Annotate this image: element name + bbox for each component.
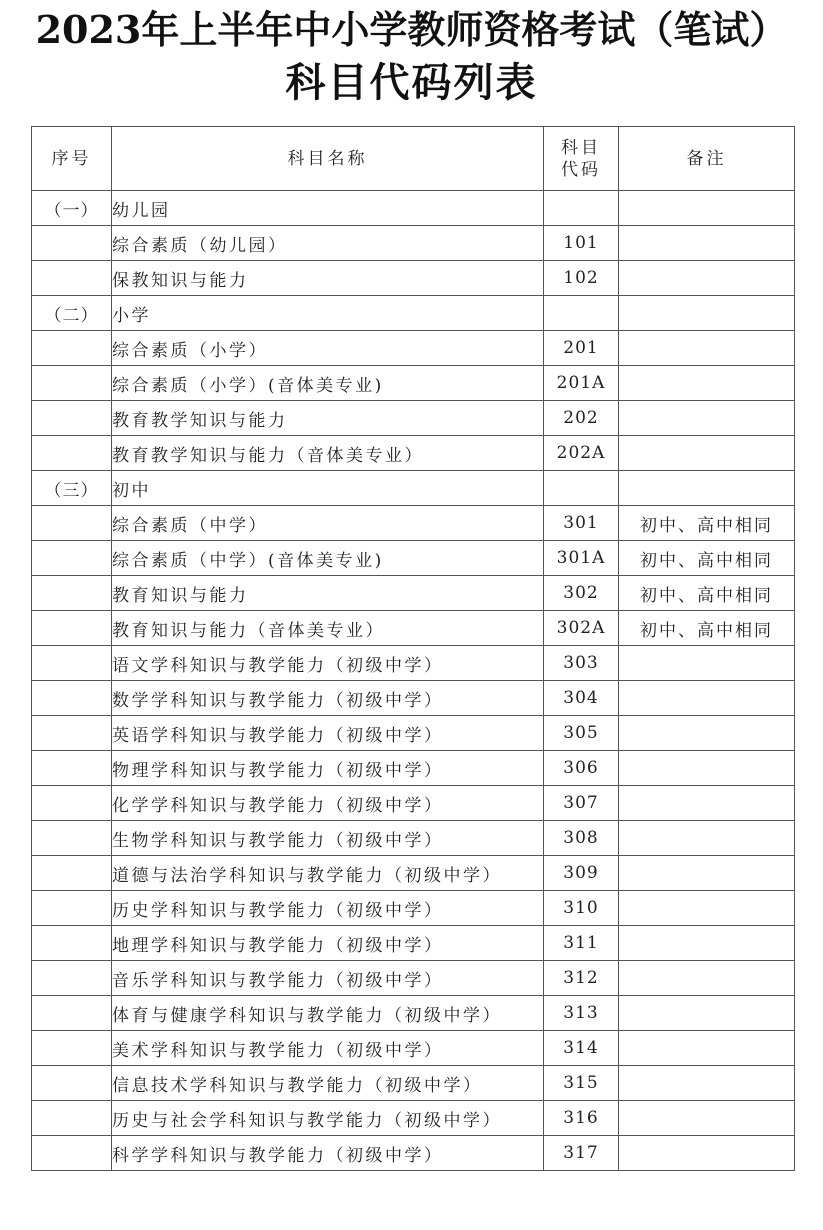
row-subject-name-cell: 化学学科知识与教学能力（初级中学） bbox=[112, 786, 544, 821]
row-seq-cell: （二） bbox=[32, 296, 112, 331]
table-row bbox=[32, 1101, 795, 1136]
table-row bbox=[32, 961, 795, 996]
table-row bbox=[32, 821, 795, 856]
row-subject-name-cell: 道德与法治学科知识与教学能力（初级中学） bbox=[112, 856, 544, 891]
table-row bbox=[32, 926, 795, 961]
row-subject-code-cell: 311 bbox=[544, 926, 619, 961]
row-subject-code-cell: 317 bbox=[544, 1136, 619, 1171]
table-row bbox=[32, 1066, 795, 1101]
row-subject-name-cell: 教育教学知识与能力 bbox=[112, 401, 544, 436]
row-seq-cell bbox=[32, 716, 112, 751]
row-seq-cell: （一） bbox=[32, 191, 112, 226]
row-note-cell bbox=[619, 471, 795, 506]
row-subject-name-cell: 综合素质（中学） bbox=[112, 506, 544, 541]
row-subject-code-cell: 202A bbox=[544, 436, 619, 471]
row-note-cell: 初中、高中相同 bbox=[619, 611, 795, 646]
table-row bbox=[32, 716, 795, 751]
row-subject-code-cell: 301 bbox=[544, 506, 619, 541]
header-subject-code bbox=[544, 127, 619, 191]
row-subject-code-cell: 312 bbox=[544, 961, 619, 996]
row-subject-code-cell: 301A bbox=[544, 541, 619, 576]
table-row bbox=[32, 786, 795, 821]
row-seq-cell bbox=[32, 611, 112, 646]
row-note-cell bbox=[619, 856, 795, 891]
row-seq-cell bbox=[32, 436, 112, 471]
row-seq-cell: （三） bbox=[32, 471, 112, 506]
row-subject-name-cell: 综合素质（小学）(音体美专业) bbox=[112, 366, 544, 401]
row-subject-name-cell: 地理学科知识与教学能力（初级中学） bbox=[112, 926, 544, 961]
table-row bbox=[32, 471, 795, 506]
row-subject-name-cell: 初中 bbox=[112, 471, 544, 506]
row-note-cell bbox=[619, 1031, 795, 1066]
row-seq-cell bbox=[32, 401, 112, 436]
row-seq-cell bbox=[32, 891, 112, 926]
table-row bbox=[32, 996, 795, 1031]
row-seq-cell bbox=[32, 681, 112, 716]
row-subject-name-cell: 历史学科知识与教学能力（初级中学） bbox=[112, 891, 544, 926]
document-title: 2023年上半年中小学教师资格考试（笔试） bbox=[35, 7, 788, 52]
row-subject-code-cell: 305 bbox=[544, 716, 619, 751]
table-row bbox=[32, 296, 795, 331]
row-seq-cell bbox=[32, 1136, 112, 1171]
table-row bbox=[32, 1031, 795, 1066]
row-note-cell bbox=[619, 926, 795, 961]
row-subject-code-cell: 302A bbox=[544, 611, 619, 646]
row-note-cell bbox=[619, 261, 795, 296]
table-row bbox=[32, 436, 795, 471]
row-subject-name-cell: 教育知识与能力（音体美专业） bbox=[112, 611, 544, 646]
row-subject-name-cell: 体育与健康学科知识与教学能力（初级中学） bbox=[112, 996, 544, 1031]
subject-code-table bbox=[31, 126, 795, 1171]
row-note-cell bbox=[619, 226, 795, 261]
table-row bbox=[32, 331, 795, 366]
row-seq-cell bbox=[32, 751, 112, 786]
table-row bbox=[32, 681, 795, 716]
row-subject-code-cell: 302 bbox=[544, 576, 619, 611]
row-subject-name-cell: 综合素质（中学）(音体美专业) bbox=[112, 541, 544, 576]
table-row bbox=[32, 191, 795, 226]
table-row bbox=[32, 506, 795, 541]
row-subject-code-cell: 306 bbox=[544, 751, 619, 786]
row-seq-cell bbox=[32, 576, 112, 611]
row-subject-name-cell: 英语学科知识与教学能力（初级中学） bbox=[112, 716, 544, 751]
row-subject-code-cell: 101 bbox=[544, 226, 619, 261]
row-note-cell bbox=[619, 401, 795, 436]
row-subject-code-cell bbox=[544, 296, 619, 331]
row-seq-cell bbox=[32, 996, 112, 1031]
row-note-cell bbox=[619, 646, 795, 681]
row-subject-code-cell: 314 bbox=[544, 1031, 619, 1066]
row-subject-code-cell: 303 bbox=[544, 646, 619, 681]
row-subject-code-cell bbox=[544, 191, 619, 226]
row-subject-code-cell: 102 bbox=[544, 261, 619, 296]
table-row bbox=[32, 1136, 795, 1171]
row-note-cell bbox=[619, 961, 795, 996]
row-subject-name-cell: 信息技术学科知识与教学能力（初级中学） bbox=[112, 1066, 544, 1101]
table-row bbox=[32, 856, 795, 891]
row-subject-name-cell: 数学学科知识与教学能力（初级中学） bbox=[112, 681, 544, 716]
row-seq-cell bbox=[32, 541, 112, 576]
row-seq-cell bbox=[32, 226, 112, 261]
row-subject-code-cell: 201 bbox=[544, 331, 619, 366]
row-seq-cell bbox=[32, 926, 112, 961]
row-subject-code-cell: 202 bbox=[544, 401, 619, 436]
table-row bbox=[32, 261, 795, 296]
row-subject-code-cell: 316 bbox=[544, 1101, 619, 1136]
row-subject-name-cell: 保教知识与能力 bbox=[112, 261, 544, 296]
row-note-cell bbox=[619, 821, 795, 856]
row-note-cell bbox=[619, 191, 795, 226]
row-seq-cell bbox=[32, 331, 112, 366]
row-subject-name-cell: 幼儿园 bbox=[112, 191, 544, 226]
row-note-cell bbox=[619, 366, 795, 401]
row-subject-code-cell: 309 bbox=[544, 856, 619, 891]
row-subject-name-cell: 生物学科知识与教学能力（初级中学） bbox=[112, 821, 544, 856]
row-subject-name-cell: 小学 bbox=[112, 296, 544, 331]
row-subject-code-cell: 201A bbox=[544, 366, 619, 401]
row-seq-cell bbox=[32, 366, 112, 401]
document-subtitle: 科目代码列表 bbox=[285, 59, 538, 106]
row-note-cell bbox=[619, 716, 795, 751]
row-seq-cell bbox=[32, 646, 112, 681]
row-note-cell bbox=[619, 751, 795, 786]
row-note-cell bbox=[619, 296, 795, 331]
row-subject-name-cell: 物理学科知识与教学能力（初级中学） bbox=[112, 751, 544, 786]
row-subject-code-cell: 310 bbox=[544, 891, 619, 926]
row-subject-name-cell: 美术学科知识与教学能力（初级中学） bbox=[112, 1031, 544, 1066]
row-seq-cell bbox=[32, 261, 112, 296]
row-note-cell: 初中、高中相同 bbox=[619, 541, 795, 576]
row-seq-cell bbox=[32, 821, 112, 856]
row-note-cell bbox=[619, 786, 795, 821]
table-row bbox=[32, 541, 795, 576]
row-seq-cell bbox=[32, 1066, 112, 1101]
row-subject-code-cell bbox=[544, 471, 619, 506]
row-subject-code-cell: 308 bbox=[544, 821, 619, 856]
row-subject-code-cell: 307 bbox=[544, 786, 619, 821]
row-note-cell bbox=[619, 996, 795, 1031]
row-subject-code-cell: 315 bbox=[544, 1066, 619, 1101]
header-subject-name: 科目名称 bbox=[112, 127, 544, 191]
row-seq-cell bbox=[32, 506, 112, 541]
header-note: 备注 bbox=[619, 127, 795, 191]
table-header-row bbox=[32, 127, 795, 191]
row-note-cell bbox=[619, 436, 795, 471]
row-subject-name-cell: 语文学科知识与教学能力（初级中学） bbox=[112, 646, 544, 681]
row-subject-name-cell: 科学学科知识与教学能力（初级中学） bbox=[112, 1136, 544, 1171]
row-note-cell bbox=[619, 891, 795, 926]
row-subject-name-cell: 历史与社会学科知识与教学能力（初级中学） bbox=[112, 1101, 544, 1136]
row-note-cell bbox=[619, 681, 795, 716]
row-subject-name-cell: 综合素质（小学） bbox=[112, 331, 544, 366]
table-body bbox=[32, 191, 795, 1171]
row-note-cell: 初中、高中相同 bbox=[619, 506, 795, 541]
row-subject-name-cell: 综合素质（幼儿园） bbox=[112, 226, 544, 261]
table-row bbox=[32, 611, 795, 646]
header-seq: 序号 bbox=[32, 127, 112, 191]
table-row bbox=[32, 646, 795, 681]
row-note-cell bbox=[619, 1101, 795, 1136]
table-row bbox=[32, 751, 795, 786]
row-seq-cell bbox=[32, 786, 112, 821]
row-subject-code-cell: 313 bbox=[544, 996, 619, 1031]
table-row bbox=[32, 401, 795, 436]
table-row bbox=[32, 226, 795, 261]
row-subject-name-cell: 教育知识与能力 bbox=[112, 576, 544, 611]
row-note-cell: 初中、高中相同 bbox=[619, 576, 795, 611]
row-subject-code-cell: 304 bbox=[544, 681, 619, 716]
table-row bbox=[32, 891, 795, 926]
row-seq-cell bbox=[32, 961, 112, 996]
header-subject-code-line1: 科目 bbox=[561, 137, 601, 158]
table-row bbox=[32, 366, 795, 401]
row-note-cell bbox=[619, 331, 795, 366]
row-subject-name-cell: 音乐学科知识与教学能力（初级中学） bbox=[112, 961, 544, 996]
table-row bbox=[32, 576, 795, 611]
row-seq-cell bbox=[32, 856, 112, 891]
row-seq-cell bbox=[32, 1031, 112, 1066]
header-subject-code-line2: 代码 bbox=[561, 159, 601, 180]
row-note-cell bbox=[619, 1136, 795, 1171]
row-subject-name-cell: 教育教学知识与能力（音体美专业） bbox=[112, 436, 544, 471]
row-seq-cell bbox=[32, 1101, 112, 1136]
row-note-cell bbox=[619, 1066, 795, 1101]
